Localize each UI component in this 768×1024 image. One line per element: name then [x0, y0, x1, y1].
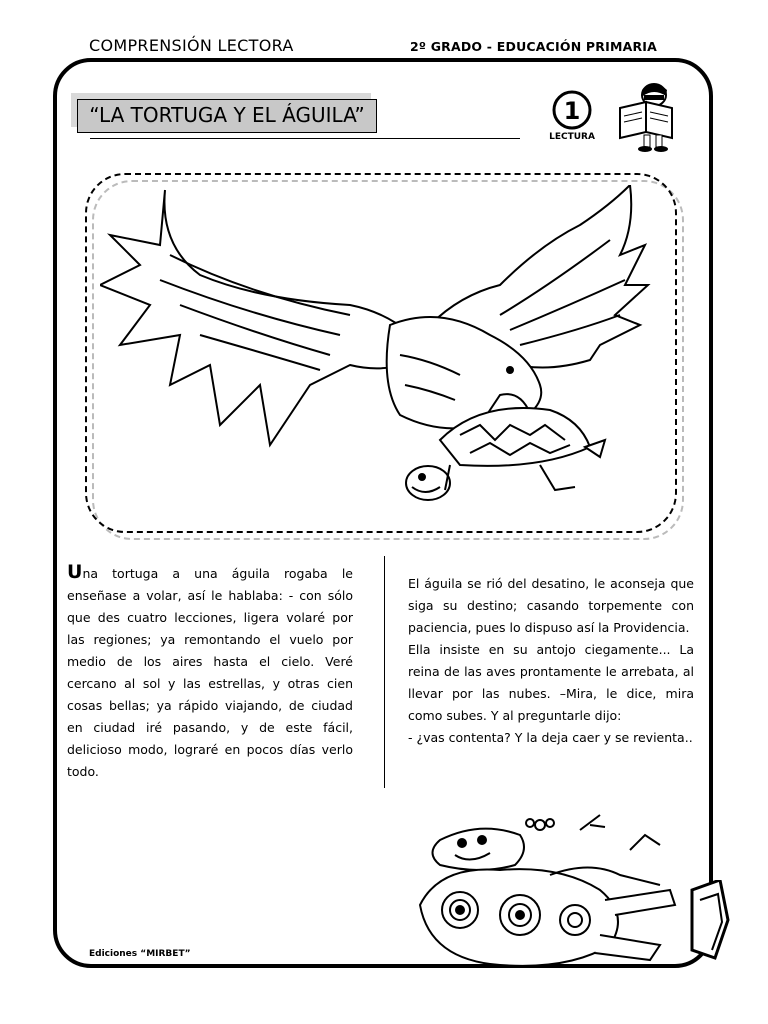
header-right: 2º GRADO - EDUCACIÓN PRIMARIA [410, 39, 658, 54]
child-reading-icon [614, 80, 684, 152]
publisher-credit: Ediciones “MIRBET” [89, 949, 191, 959]
story-right-paragraph-1: El águila se rió del desatino, le aconseja que siga su destino; casando torpemente con paciencia, pues lo dispuso así la Providencia. [408, 576, 694, 635]
title-underline [90, 138, 520, 139]
badge-number: 1 [563, 97, 581, 125]
drop-cap: U [67, 561, 83, 583]
story-left-column [67, 561, 353, 783]
story-title: “LA TORTUGA Y EL ÁGUILA” [77, 99, 377, 133]
turtle-illustration [400, 805, 700, 970]
story-right-column [408, 573, 694, 749]
header-left: COMPRENSIÓN LECTORA [89, 36, 294, 55]
story-right-paragraph-3: - ¿vas contenta? Y la deja caer y se revienta.. [408, 730, 693, 745]
story-right-paragraph-2: Ella insiste en su antojo ciegamente... La reina de las aves prontamente le arrebata, al llevar por las nubes. –Mira, le dice, mira como subes. Y al preguntarle dijo: [408, 642, 694, 723]
badge-label: LECTURA [549, 132, 595, 140]
lectura-number-badge [547, 90, 597, 140]
eagle-carrying-turtle-illustration [100, 185, 660, 520]
story-left-text: na tortuga a una águila rogaba le enseñase a volar, así le hablaba: - con sólo que des cuatro lecciones, ligera volaré por las regiones; ya remontando el vuelo por medio de los aires hasta el cielo. Veré cercano al sol y las estrellas, y otras cien cosas bellas; ya rápido viajando, de ciudad en ciudad iré pasando, y de este fácil, delicioso modo, lograré en pocos días verlo todo. [67, 566, 353, 779]
column-divider [384, 556, 385, 788]
